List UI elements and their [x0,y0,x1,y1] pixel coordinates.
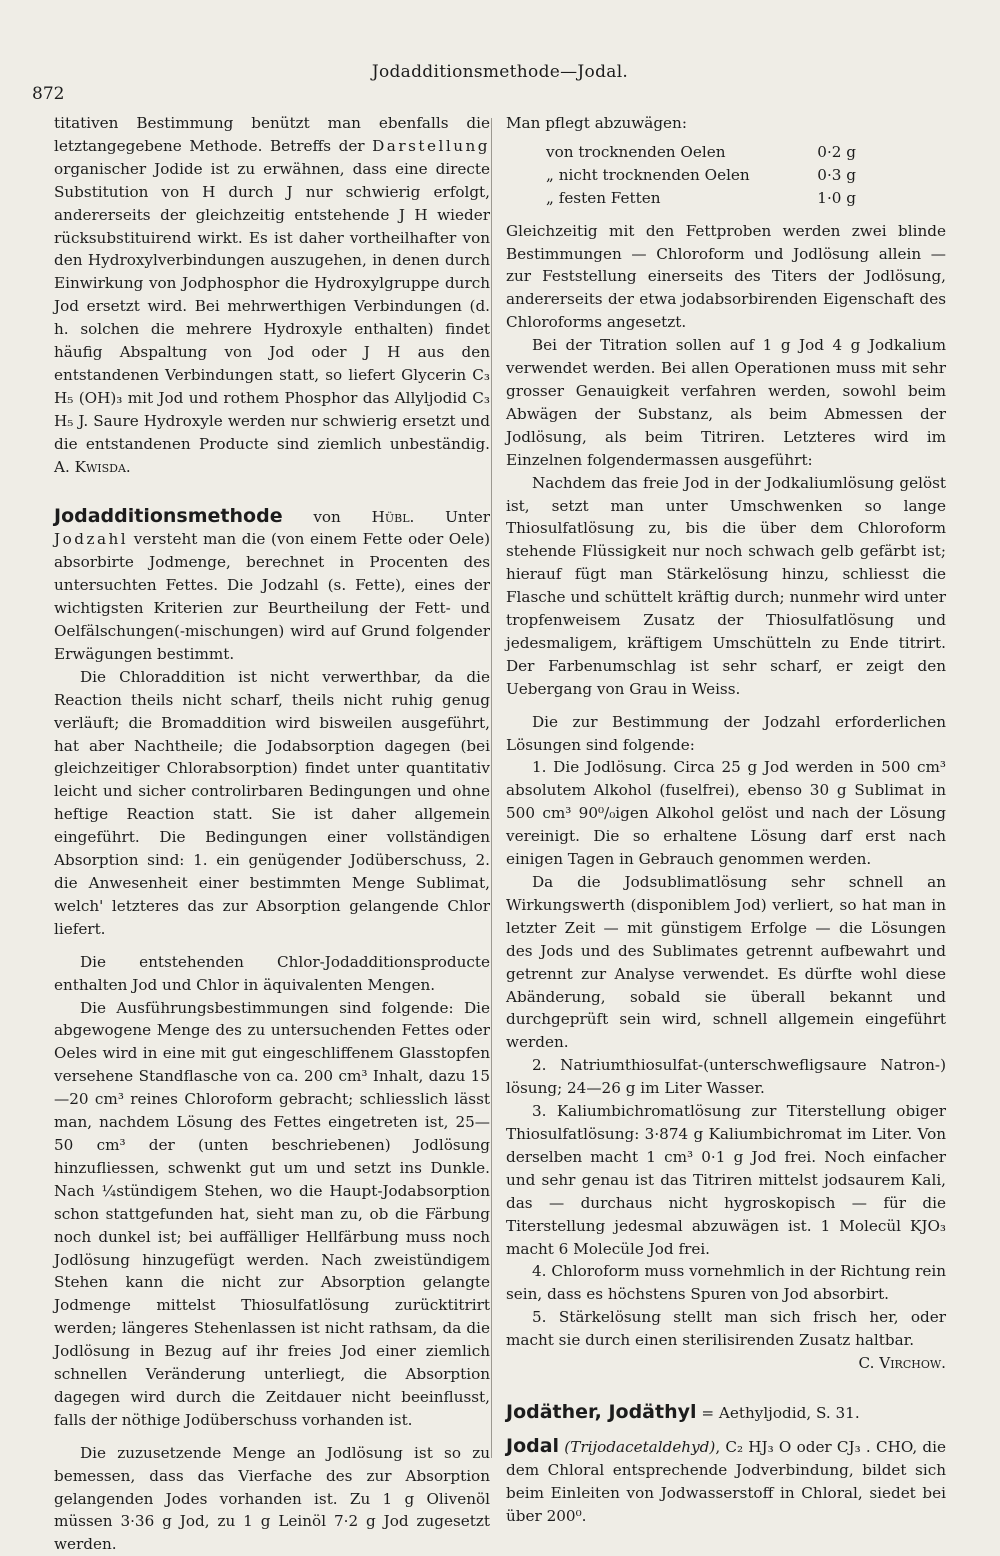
running-title: Jodadditionsmethode—Jodal. [371,62,629,82]
paragraph: 2. Natriumthiosulfat-(unterschwefligsaure Natron-) lösung; 24—26 g im Liter Wasser. [506,1056,946,1098]
weighing-table [546,141,946,210]
paragraph: Nachdem das freie Jod in der Jodkaliumlösung gelöst ist, setzt man unter Umschwenken so lange Thiosulfatlösung zu, bis die über dem Chloroform stehende Flüssigkeit nur noch schwach gelb gefärbt ist; hierauf fügt man Stärkelösung hinzu, schliesst die Flasche und schüttelt kräftig durch; nunmehr wird unter tropfenweisem Zusatz der Thiosulfatlösung und jedesmaligem, kräftigem Umschütteln zu Ende titrirt. Der Farbenumschlag ist sehr scharf, er zeigt den Uebergang von Grau in Weiss. [506,473,946,698]
paragraph: Die entstehenden Chlor-Jodadditionsproducte enthalten Jod und Chlor in äquivalenten Mengen. [54,952,490,994]
paragraph: Gleichzeitig mit den Fettproben werden zwei blinde Bestimmungen — Chloroform und Jodlösung allein — zur Feststellung einerseits des Titers der Jodlösung, andererseits der etwa jodabsorbirenden Eigenschaft des Chloroforms angesetzt. [506,221,946,332]
page-number: 872 [32,84,65,104]
paragraph: titativen Bestimmung benützt man ebenfalls die letztangegebene Methode. Betreffs der Darstellung organischer Jodide ist zu erwähnen, dass eine directe Substitution von H durch J nur schwierig erfolgt, andererseits der gleichzeitig entstehende J H wieder rücksubstituirend wirkt. Es ist daher vortheilhafter von den Hydroxylverbindungen auszugehen, in denen durch Einwirkung von Jodphosphor die Hydroxylgruppe durch Jod ersetzt wird. Bei mehrwerthigen Verbindungen (d. h. solchen die mehrere Hydroxyle enthalten) findet häufig Abspaltung von Jod oder J H aus den entstandenen Verbindungen statt, so liefert Glycerin C₃ H₅ (OH)₃ mit Jod und rothem Phosphor das Allyljodid C₃ H₅ J. Saure Hydroxyle werden nur schwierig ersetzt und die entstandenen Producte sind ziemlich unbeständig. A. Kwisda. [54,114,491,476]
spacer [54,941,490,951]
spacer [506,1375,946,1401]
author-signature: C. Virchow. [858,1354,946,1373]
paragraph: Die Chloraddition ist nicht verwerthbar, da die Reaction theils nicht scharf, theils nicht ruhig genug verläuft; die Bromaddition wird bisweilen ausgeführt, hat aber Nachtheile; die Jodabsorption dagegen (bei gleichzeitiger Chlorabsorption) findet unter quantitativ leicht und sicher controlirbaren Bedingungen und ohne heftige Reaction statt. Sie ist daher allgemein eingeführt. Die Bedingungen einer vollständigen Absorption sind: 1. ein genügender Jodüberschuss, 2. die Anwesenheit einer bestimmten Menge Sublimat, welch' letzteres das zur Absorption gelangende Chlor liefert. [54,667,490,938]
paragraph: Die Ausführungsbestimmungen sind folgende: Die abgewogene Menge des zu untersuchenden Fettes oder Oeles wird in eine mit gut eingeschliffenem Glasstopfen versehene Standflasche von ca. 200 cm³ Inhalt, dazu 15—20 cm³ reines Chloroform gebracht; schliesslich lässt man, nachdem Lösung des Fettes eingetreten ist, 25—50 cm³ der (unten beschriebenen) Jodlösung hinzufliessen, schwenkt gut um und setzt ins Dunkle. Nach ¼stündigem Stehen, wo die Haupt-Jodabsorption schon stattgefunden hat, sieht man zu, ob die Färbung noch dunkel ist; bei auffälliger Hellfärbung muss noch Jodlösung hinzugefügt werden. Nach zweistündigem Stehen kann die nicht zur Absorption gelangte Jodmenge mittelst Thiosulfatlösung zurücktitrirt werden; längeres Stehenlassen ist nicht rathsam, da die Jodlösung in Bezug auf ihr freies Jod einer ziemlich schnellen Veränderung unterliegt, die Absorption dagegen wird durch die Zeitdauer nicht beeinflusst, falls der nöthige Jodüberschuss vorhanden ist. [54,998,490,1429]
entry-jodal: Jodal (Trijodacetaldehyd), C₂ HJ₃ O oder CJ₃ . CHO, die dem Chloral entsprechende Jodverbindung, bildet sich beim Einleiten von Jodwasserstoff in Chloral, siedet bei über 200⁰. [506,1434,946,1525]
author-signature: A. Kwisda. [54,457,131,476]
paragraph: 3. Kaliumbichromatlösung zur Titerstellung obiger Thiosulfatlösung: 3·874 g Kaliumbichromat im Liter. Von derselben macht 1 cm³ 0·1 g Jod frei. Noch einfacher und sehr genau ist das Titriren mittelst jodsaurem Kali, das — durchaus nicht hygroskopisch — für die Titerstellung jedesmal abzuwägen ist. 1 Molecül KJO₃ macht 6 Molecüle Jod frei. [506,1102,946,1258]
paragraph: 1. Die Jodlösung. Circa 25 g Jod werden in 500 cm³ absolutem Alkohol (fuselfrei), ebenso 30 g Sublimat in 500 cm³ 90⁰/₀igen Alkohol gelöst und nach der Lösung vereinigt. Die so erhaltene Lösung darf erst nach einigen Tagen in Gebrauch genommen werden. [506,758,946,869]
table-row: „ nicht trocknenden Oelen 0·3 g [546,165,856,184]
entry-title: Jodäther, Jodäthyl [506,1400,697,1423]
column-divider [491,118,492,1458]
spacer [54,479,490,505]
entry-title: Jodal [506,1434,560,1457]
paragraph: 4. Chloroform muss vornehmlich in der Richtung rein sein, dass es höchstens Spuren von Jod absorbirt. [506,1262,946,1304]
spacer [54,1432,490,1442]
entry-author: Hübl. [371,507,415,526]
spacer [506,1425,946,1435]
table-row: von trocknenden Oelen 0·2 g [546,142,856,161]
entry-title: Jodadditionsmethode [54,504,283,527]
paragraph: Die zuzusetzende Menge an Jodlösung ist so zu bemessen, dass das Vierfache des zur Absorption gelangenden Jodes vorhanden ist. Zu 1 g Olivenöl müssen 3·36 g Jod, zu 1 g Leinöl 7·2 g Jod zugesetzt werden. [54,1443,490,1554]
right-column [506,112,946,1527]
entry-jodadditionsmethode: Jodadditionsmethode von Hübl. Unter Jodzahl versteht man die (von einem Fette oder Oele) absorbirte Jodmenge, berechnet in Procenten des untersuchten Fettes. Die Jodzahl (s. Fette), eines der wichtigsten Kriterien zur Beurtheilung der Fett- und Oelfälschungen(-mischungen) wird auf Grund folgender Erwägungen bestimmt. [54,504,491,663]
table-row: „ festen Fetten 1·0 g [546,188,856,207]
entry-jodaether: Jodäther, Jodäthyl = Aethyljodid, S. 31. [506,1400,860,1423]
paragraph: Bei der Titration sollen auf 1 g Jod 4 g Jodkalium verwendet werden. Bei allen Operationen muss mit sehr grosser Genauigkeit verfahren werden, sowohl beim Abwägen der Substanz, als beim Abmessen der Jodlösung, als beim Titriren. Letzteres wird im Einzelnen folgendermassen ausgeführt: [506,336,946,469]
paragraph: Die zur Bestimmung der Jodzahl erforderlichen Lösungen sind folgende: [506,712,946,754]
paragraph: Da die Jodsublimatlösung sehr schnell an Wirkungswerth (disponiblem Jod) verliert, so hat man in letzter Zeit — mit günstigem Erfolge — die Lösungen des Jods und des Sublimates getrennt aufbewahrt und getrennt zur Analyse verwendet. Es dürfte wohl diese Abänderung, sobald sie überall bekannt und durchgeprüft sein wird, schnell allgemein eingeführt werden. [506,873,946,1052]
paragraph: 5. Stärkelösung stellt man sich frisch her, oder macht sie durch einen sterilisirenden Zusatz haltbar. [506,1308,946,1350]
left-column [54,112,490,1556]
paragraph: Man pflegt abzuwägen: [506,114,687,132]
spacer [506,701,946,711]
